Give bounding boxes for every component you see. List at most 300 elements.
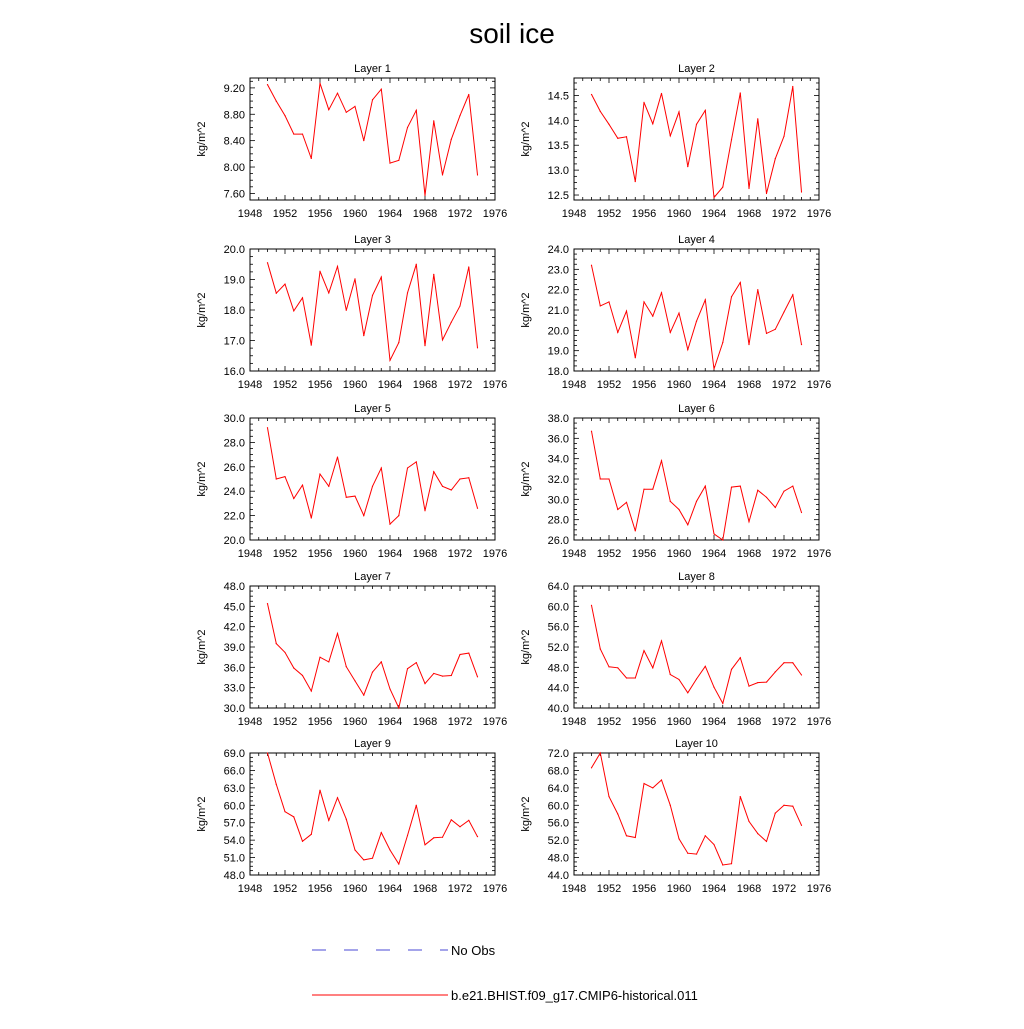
data-point (293, 667, 294, 668)
data-point (354, 106, 355, 107)
x-tick-label: 1952 (272, 716, 298, 728)
plot-frame (574, 753, 819, 875)
data-point (433, 837, 434, 838)
data-point (328, 820, 329, 821)
data-point (705, 835, 706, 836)
data-point (626, 136, 627, 137)
y-tick-label: 18.0 (547, 366, 569, 378)
x-tick-label: 1972 (447, 208, 473, 220)
plot-frame (574, 586, 819, 708)
data-point (687, 692, 688, 693)
panel-title: Layer 5 (354, 403, 391, 415)
data-point (416, 662, 417, 663)
data-point (267, 262, 268, 263)
data-point (696, 678, 697, 679)
data-point (381, 467, 382, 468)
x-tick-label: 1964 (377, 379, 403, 391)
data-point (722, 703, 723, 704)
y-tick-label: 30.0 (223, 413, 245, 425)
data-point (276, 478, 277, 479)
data-point (731, 139, 732, 140)
data-point (801, 512, 802, 513)
panel-layer-1 (196, 63, 507, 220)
data-point (424, 844, 425, 845)
data-point (319, 271, 320, 272)
y-tick-label: 24.0 (223, 486, 245, 499)
data-point (293, 133, 294, 134)
x-tick-label: 1976 (806, 716, 832, 728)
data-point (600, 305, 601, 306)
x-tick-label: 1976 (482, 883, 508, 895)
data-point (705, 110, 706, 111)
y-tick-label: 60.0 (223, 800, 245, 813)
x-tick-label: 1968 (412, 883, 438, 895)
data-point (433, 274, 434, 275)
data-point (346, 666, 347, 667)
data-point (407, 835, 408, 836)
data-point (433, 120, 434, 121)
data-point (276, 293, 277, 294)
data-point (783, 805, 784, 806)
data-point (757, 833, 758, 834)
x-tick-label: 1952 (272, 208, 298, 220)
data-point (600, 478, 601, 479)
data-point (416, 110, 417, 111)
x-tick-label: 1964 (701, 208, 727, 220)
y-tick-label: 42.0 (223, 621, 245, 634)
data-point (617, 332, 618, 333)
data-point (705, 666, 706, 667)
data-point (748, 821, 749, 822)
data-point (626, 310, 627, 311)
series-line-layer-4 (592, 265, 802, 369)
data-point (652, 316, 653, 317)
x-tick-label: 1960 (666, 716, 692, 728)
data-point (643, 650, 644, 651)
x-tick-label: 1976 (482, 208, 508, 220)
data-point (617, 138, 618, 139)
data-point (424, 345, 425, 346)
y-tick-label: 64.0 (547, 581, 569, 593)
data-point (319, 790, 320, 791)
data-point (468, 820, 469, 821)
data-point (626, 835, 627, 836)
data-point (302, 841, 303, 842)
y-tick-label: 39.0 (223, 642, 245, 654)
data-point (337, 266, 338, 267)
data-point (678, 838, 679, 839)
series-line-layer-8 (592, 605, 802, 703)
data-point (477, 836, 478, 837)
y-tick-label: 69.0 (223, 748, 245, 760)
data-point (617, 667, 618, 668)
data-point (670, 674, 671, 675)
data-point (363, 695, 364, 696)
data-point (801, 344, 802, 345)
data-point (626, 677, 627, 678)
plot-frame (250, 418, 495, 540)
data-point (293, 310, 294, 311)
x-tick-label: 1964 (377, 548, 403, 560)
panel-layer-8 (520, 571, 831, 728)
data-point (424, 510, 425, 511)
data-point (661, 93, 662, 94)
data-point (696, 501, 697, 502)
x-tick-label: 1960 (666, 883, 692, 895)
data-point (416, 461, 417, 462)
legend (312, 943, 698, 1003)
y-tick-label: 22.0 (547, 284, 569, 297)
x-tick-label: 1968 (736, 883, 762, 895)
x-tick-label: 1956 (631, 716, 657, 728)
data-point (678, 679, 679, 680)
data-point (792, 294, 793, 295)
y-tick-label: 9.20 (223, 82, 245, 95)
data-point (433, 673, 434, 674)
data-point (600, 752, 601, 753)
y-axis-label: kg/m^2 (520, 796, 532, 832)
y-tick-label: 32.0 (547, 474, 569, 486)
x-tick-label: 1956 (631, 883, 657, 895)
x-tick-label: 1964 (377, 208, 403, 220)
panel-title: Layer 7 (354, 571, 391, 583)
data-point (293, 498, 294, 499)
data-point (372, 99, 373, 100)
data-point (311, 158, 312, 159)
series-line-layer-3 (268, 263, 478, 361)
data-point (337, 797, 338, 798)
y-axis-label: kg/m^2 (196, 796, 208, 832)
data-point (722, 864, 723, 865)
data-point (407, 292, 408, 293)
data-point (354, 680, 355, 681)
x-tick-label: 1964 (701, 379, 727, 391)
panel-layer-2 (520, 63, 831, 220)
y-tick-label: 52.0 (547, 835, 569, 848)
data-point (442, 837, 443, 838)
data-point (433, 471, 434, 472)
data-point (801, 825, 802, 826)
data-point (670, 805, 671, 806)
x-tick-label: 1956 (631, 548, 657, 560)
data-point (687, 166, 688, 167)
data-point (608, 478, 609, 479)
data-point (775, 329, 776, 330)
x-tick-label: 1976 (806, 548, 832, 560)
x-tick-label: 1968 (736, 716, 762, 728)
data-point (635, 837, 636, 838)
y-tick-label: 48.0 (223, 581, 245, 593)
series-line-layer-7 (268, 604, 478, 708)
panel-title: Layer 4 (678, 234, 715, 246)
data-point (319, 474, 320, 475)
y-tick-label: 57.0 (223, 817, 245, 830)
data-point (670, 501, 671, 502)
y-tick-label: 19.0 (547, 345, 569, 358)
data-point (311, 834, 312, 835)
series-line-layer-5 (268, 428, 478, 524)
data-point (722, 186, 723, 187)
data-point (276, 784, 277, 785)
y-axis-label: kg/m^2 (520, 121, 532, 157)
data-point (687, 853, 688, 854)
data-point (591, 94, 592, 95)
data-point (346, 112, 347, 113)
data-point (661, 292, 662, 293)
data-point (319, 657, 320, 658)
y-tick-label: 14.5 (547, 90, 569, 103)
data-point (451, 139, 452, 140)
data-point (792, 662, 793, 663)
data-point (477, 676, 478, 677)
data-point (740, 282, 741, 283)
data-point (643, 783, 644, 784)
data-point (652, 489, 653, 490)
data-point (477, 347, 478, 348)
data-point (311, 517, 312, 518)
data-point (389, 162, 390, 163)
y-tick-label: 54.0 (223, 835, 245, 848)
data-point (459, 826, 460, 827)
data-point (608, 301, 609, 302)
x-tick-label: 1948 (237, 883, 263, 895)
data-point (775, 813, 776, 814)
x-tick-label: 1960 (342, 716, 368, 728)
x-tick-label: 1968 (412, 548, 438, 560)
y-tick-label: 18.0 (223, 305, 245, 317)
data-point (617, 509, 618, 510)
data-point (600, 648, 601, 649)
y-tick-label: 14.0 (547, 115, 569, 128)
y-axis-label: kg/m^2 (520, 461, 532, 497)
y-tick-label: 16.0 (223, 366, 245, 378)
y-tick-label: 13.0 (547, 165, 569, 178)
data-point (302, 675, 303, 676)
panels (196, 63, 831, 895)
data-point (442, 339, 443, 340)
x-tick-label: 1960 (666, 548, 692, 560)
y-tick-label: 66.0 (223, 765, 245, 778)
data-point (652, 123, 653, 124)
y-tick-label: 19.0 (223, 274, 245, 287)
data-point (276, 643, 277, 644)
y-tick-label: 20.0 (223, 244, 245, 256)
y-tick-label: 20.0 (547, 325, 569, 338)
data-point (775, 671, 776, 672)
data-point (775, 507, 776, 508)
y-tick-label: 28.0 (223, 437, 245, 450)
x-tick-label: 1952 (272, 883, 298, 895)
y-tick-label: 63.0 (223, 782, 245, 795)
data-point (398, 160, 399, 161)
y-axis-label: kg/m^2 (196, 461, 208, 497)
data-point (398, 515, 399, 516)
data-point (302, 485, 303, 486)
data-point (372, 858, 373, 859)
data-point (713, 533, 714, 534)
data-point (372, 295, 373, 296)
data-point (652, 667, 653, 668)
x-tick-label: 1960 (342, 208, 368, 220)
data-point (748, 344, 749, 345)
x-tick-label: 1976 (482, 379, 508, 391)
series-line-layer-9 (268, 753, 478, 864)
x-tick-label: 1968 (412, 379, 438, 391)
data-point (424, 683, 425, 684)
data-point (459, 305, 460, 306)
data-point (398, 707, 399, 708)
y-tick-label: 56.0 (547, 817, 569, 830)
data-point (661, 779, 662, 780)
data-point (398, 863, 399, 864)
data-point (372, 486, 373, 487)
y-tick-label: 48.0 (223, 870, 245, 882)
data-point (635, 677, 636, 678)
data-point (766, 497, 767, 498)
x-tick-label: 1948 (561, 208, 587, 220)
legend-model-label: b.e21.BHIST.f09_g17.CMIP6-historical.011 (451, 988, 698, 1003)
x-tick-label: 1964 (701, 716, 727, 728)
y-tick-label: 44.0 (547, 682, 569, 695)
data-point (783, 662, 784, 663)
y-tick-label: 28.0 (547, 514, 569, 527)
data-point (267, 84, 268, 85)
data-point (766, 681, 767, 682)
y-tick-label: 26.0 (547, 535, 569, 547)
x-tick-label: 1952 (596, 883, 622, 895)
data-point (591, 767, 592, 768)
x-tick-label: 1952 (272, 379, 298, 391)
data-point (424, 195, 425, 196)
data-point (381, 276, 382, 277)
x-tick-label: 1976 (806, 883, 832, 895)
x-tick-label: 1968 (736, 208, 762, 220)
data-point (713, 687, 714, 688)
data-point (311, 690, 312, 691)
y-tick-label: 20.0 (223, 535, 245, 547)
x-tick-label: 1948 (237, 208, 263, 220)
data-point (302, 297, 303, 298)
data-point (740, 796, 741, 797)
data-point (293, 816, 294, 817)
panel-layer-5 (196, 403, 507, 560)
data-point (722, 539, 723, 540)
y-tick-label: 30.0 (223, 703, 245, 715)
x-tick-label: 1972 (447, 548, 473, 560)
data-point (381, 661, 382, 662)
plot-frame (574, 249, 819, 371)
data-point (792, 86, 793, 87)
figure-title: soil ice (469, 18, 555, 49)
data-point (705, 299, 706, 300)
data-point (731, 487, 732, 488)
x-tick-label: 1972 (771, 548, 797, 560)
data-point (284, 115, 285, 116)
data-point (652, 787, 653, 788)
data-point (389, 849, 390, 850)
data-point (678, 111, 679, 112)
data-point (783, 136, 784, 137)
data-point (284, 652, 285, 653)
data-point (783, 311, 784, 312)
panel-title: Layer 8 (678, 571, 715, 583)
data-point (363, 140, 364, 141)
x-tick-label: 1948 (237, 716, 263, 728)
panel-title: Layer 10 (675, 738, 718, 750)
y-tick-label: 12.5 (547, 190, 569, 203)
data-point (468, 94, 469, 95)
x-tick-label: 1948 (561, 883, 587, 895)
x-tick-label: 1968 (736, 548, 762, 560)
data-point (591, 605, 592, 606)
x-tick-label: 1948 (561, 548, 587, 560)
x-tick-label: 1956 (307, 208, 333, 220)
data-point (617, 813, 618, 814)
data-point (757, 490, 758, 491)
data-point (442, 676, 443, 677)
data-point (363, 859, 364, 860)
data-point (354, 849, 355, 850)
x-tick-label: 1972 (771, 208, 797, 220)
y-tick-label: 48.0 (547, 852, 569, 865)
data-point (696, 853, 697, 854)
y-tick-label: 45.0 (223, 601, 245, 614)
data-point (775, 158, 776, 159)
x-tick-label: 1948 (237, 548, 263, 560)
data-point (696, 124, 697, 125)
x-tick-label: 1956 (307, 379, 333, 391)
y-tick-label: 24.0 (547, 244, 569, 256)
panel-layer-9 (196, 738, 507, 895)
x-tick-label: 1952 (596, 548, 622, 560)
x-tick-label: 1956 (631, 208, 657, 220)
data-point (451, 322, 452, 323)
x-tick-label: 1972 (771, 379, 797, 391)
data-point (740, 657, 741, 658)
data-point (670, 135, 671, 136)
data-point (608, 124, 609, 125)
y-tick-label: 51.0 (223, 852, 245, 865)
data-point (407, 668, 408, 669)
panel-layer-7 (196, 571, 507, 728)
data-point (591, 265, 592, 266)
data-point (608, 666, 609, 667)
data-point (687, 524, 688, 525)
x-tick-label: 1964 (377, 716, 403, 728)
y-axis-label: kg/m^2 (196, 121, 208, 157)
data-point (354, 495, 355, 496)
x-tick-label: 1952 (272, 548, 298, 560)
y-tick-label: 7.60 (223, 188, 245, 201)
data-point (337, 456, 338, 457)
data-point (783, 491, 784, 492)
series-line-layer-2 (592, 87, 802, 198)
x-tick-label: 1964 (701, 883, 727, 895)
data-point (276, 100, 277, 101)
panel-layer-6 (520, 403, 831, 560)
data-point (267, 427, 268, 428)
data-point (766, 841, 767, 842)
y-tick-label: 23.0 (547, 264, 569, 277)
data-point (766, 333, 767, 334)
data-point (451, 819, 452, 820)
x-tick-label: 1948 (237, 379, 263, 391)
data-point (459, 115, 460, 116)
plot-frame (250, 586, 495, 708)
data-point (416, 264, 417, 265)
data-point (670, 332, 671, 333)
data-point (608, 796, 609, 797)
